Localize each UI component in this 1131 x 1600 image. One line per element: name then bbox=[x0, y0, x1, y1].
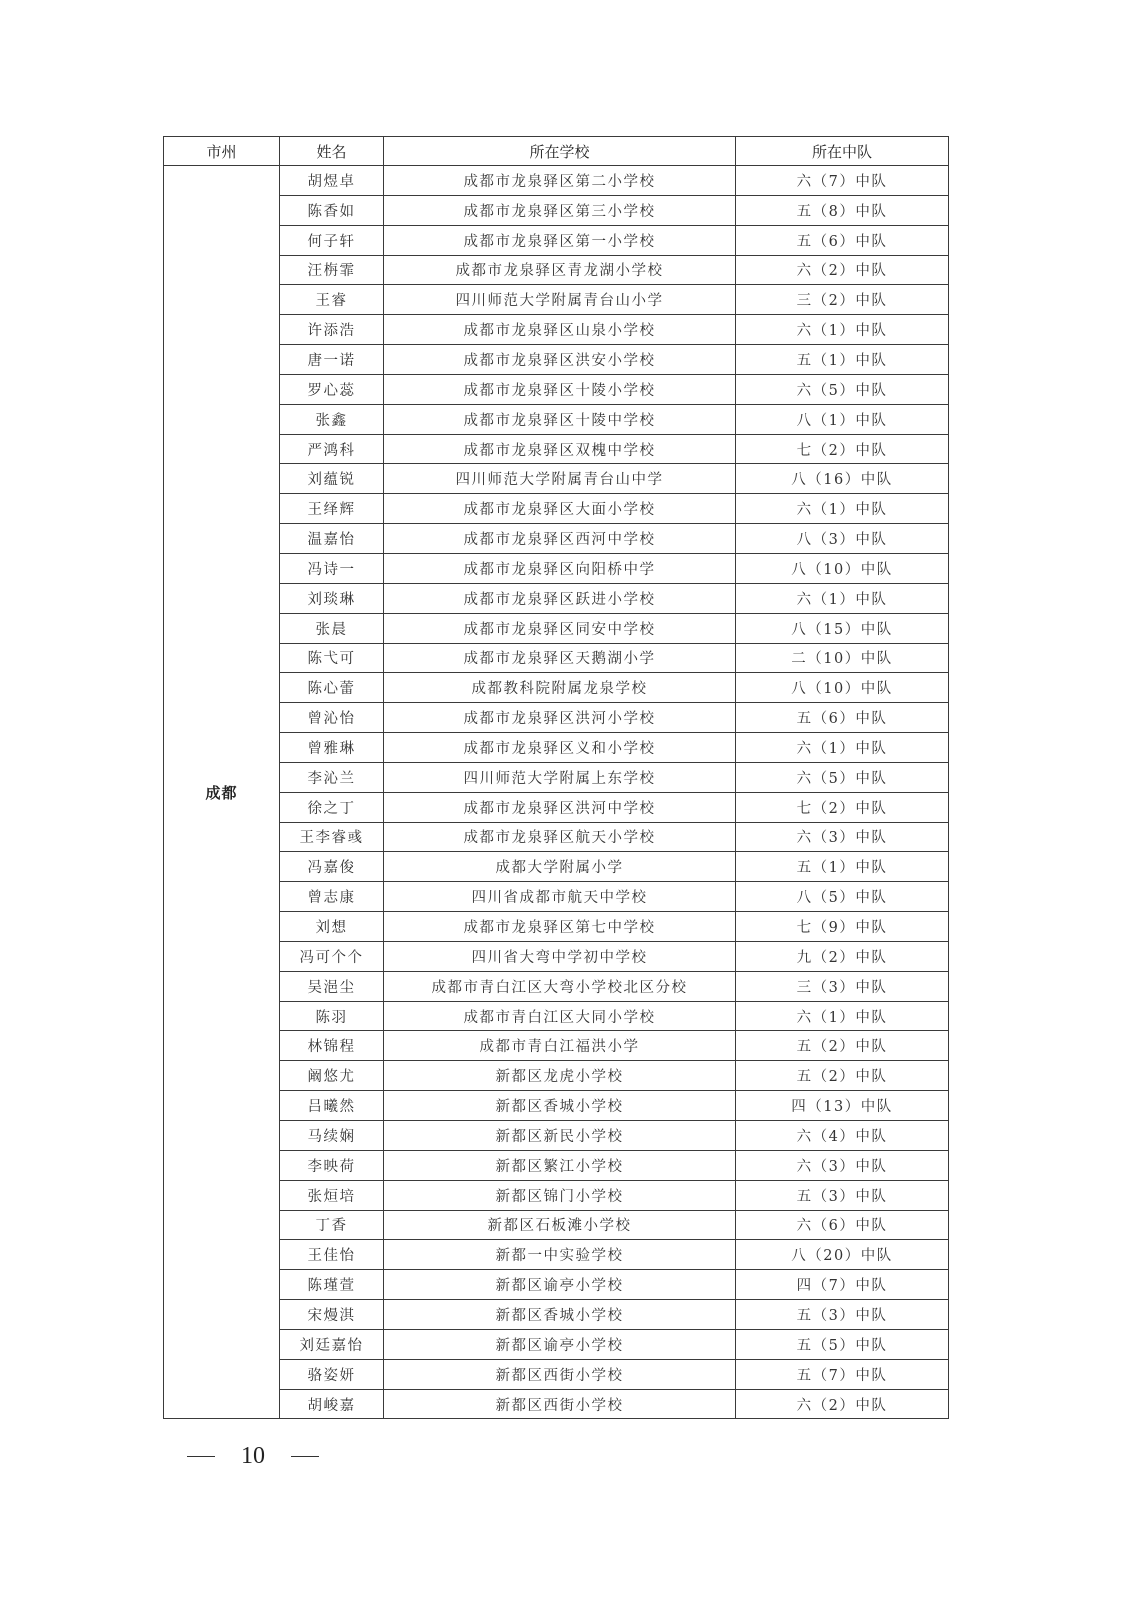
student-name-cell: 何子轩 bbox=[280, 225, 384, 255]
table-row bbox=[164, 1061, 949, 1091]
student-name-cell: 陈羽 bbox=[280, 1001, 384, 1031]
squad-cell: 五（3）中队 bbox=[736, 1300, 949, 1330]
squad-cell: 二（10）中队 bbox=[736, 643, 949, 673]
school-cell: 成都市龙泉驿区航天小学校 bbox=[384, 822, 736, 852]
squad-cell: 六（6）中队 bbox=[736, 1210, 949, 1240]
school-cell: 成都市龙泉驿区义和小学校 bbox=[384, 733, 736, 763]
school-cell: 成都市青白江福洪小学 bbox=[384, 1031, 736, 1061]
squad-cell: 五（6）中队 bbox=[736, 703, 949, 733]
squad-cell: 四（7）中队 bbox=[736, 1270, 949, 1300]
page-number: 10 bbox=[241, 1443, 265, 1469]
table-row bbox=[164, 1121, 949, 1151]
squad-cell: 八（16）中队 bbox=[736, 464, 949, 494]
student-name-cell: 曾雅琳 bbox=[280, 733, 384, 763]
squad-cell: 六（7）中队 bbox=[736, 166, 949, 196]
table-row bbox=[164, 733, 949, 763]
squad-cell: 三（3）中队 bbox=[736, 971, 949, 1001]
student-name-cell: 汪栴霏 bbox=[280, 255, 384, 285]
school-cell: 新都区新民小学校 bbox=[384, 1121, 736, 1151]
table-row bbox=[164, 762, 949, 792]
table-row bbox=[164, 882, 949, 912]
table-row bbox=[164, 1001, 949, 1031]
student-name-cell: 李映荷 bbox=[280, 1150, 384, 1180]
squad-cell: 七（9）中队 bbox=[736, 912, 949, 942]
squad-cell: 五（7）中队 bbox=[736, 1359, 949, 1389]
squad-cell: 六（1）中队 bbox=[736, 583, 949, 613]
table-row bbox=[164, 434, 949, 464]
student-name-cell: 徐之丁 bbox=[280, 792, 384, 822]
student-name-cell: 王李睿彧 bbox=[280, 822, 384, 852]
city-cell: 成都 bbox=[164, 166, 280, 1419]
school-cell: 成都市龙泉驿区山泉小学校 bbox=[384, 315, 736, 345]
school-cell: 成都市龙泉驿区洪河小学校 bbox=[384, 703, 736, 733]
school-cell: 新都区谕亭小学校 bbox=[384, 1329, 736, 1359]
table-row bbox=[164, 345, 949, 375]
table-row bbox=[164, 285, 949, 315]
table-row bbox=[164, 553, 949, 583]
student-name-cell: 阚悠尤 bbox=[280, 1061, 384, 1091]
school-cell: 新都区西街小学校 bbox=[384, 1389, 736, 1419]
squad-cell: 八（20）中队 bbox=[736, 1240, 949, 1270]
student-name-cell: 许添浩 bbox=[280, 315, 384, 345]
student-name-cell: 陈瑾萱 bbox=[280, 1270, 384, 1300]
student-name-cell: 陈香如 bbox=[280, 195, 384, 225]
student-name-cell: 冯诗一 bbox=[280, 553, 384, 583]
header-name: 姓名 bbox=[280, 137, 384, 166]
table-row bbox=[164, 1270, 949, 1300]
school-cell: 成都市龙泉驿区天鹅湖小学 bbox=[384, 643, 736, 673]
squad-cell: 五（6）中队 bbox=[736, 225, 949, 255]
school-cell: 成都市龙泉驿区双槐中学校 bbox=[384, 434, 736, 464]
squad-cell: 八（15）中队 bbox=[736, 613, 949, 643]
table-row bbox=[164, 464, 949, 494]
school-cell: 四川师范大学附属青台山小学 bbox=[384, 285, 736, 315]
school-cell: 新都区石板滩小学校 bbox=[384, 1210, 736, 1240]
school-cell: 新都区西街小学校 bbox=[384, 1359, 736, 1389]
header-squad: 所在中队 bbox=[736, 137, 949, 166]
table-row bbox=[164, 673, 949, 703]
table-row bbox=[164, 524, 949, 554]
table-row bbox=[164, 941, 949, 971]
student-name-cell: 李沁兰 bbox=[280, 762, 384, 792]
school-cell: 新都区龙虎小学校 bbox=[384, 1061, 736, 1091]
school-cell: 新都区锦门小学校 bbox=[384, 1180, 736, 1210]
school-cell: 成都市龙泉驿区向阳桥中学 bbox=[384, 553, 736, 583]
squad-cell: 五（2）中队 bbox=[736, 1031, 949, 1061]
school-cell: 成都市龙泉驿区青龙湖小学校 bbox=[384, 255, 736, 285]
squad-cell: 五（1）中队 bbox=[736, 345, 949, 375]
table-row bbox=[164, 1210, 949, 1240]
table-row bbox=[164, 703, 949, 733]
student-name-cell: 骆姿妍 bbox=[280, 1359, 384, 1389]
table-row bbox=[164, 1389, 949, 1419]
squad-cell: 六（2）中队 bbox=[736, 1389, 949, 1419]
school-cell: 新都一中实验学校 bbox=[384, 1240, 736, 1270]
squad-cell: 六（4）中队 bbox=[736, 1121, 949, 1151]
school-cell: 成都市龙泉驿区跃进小学校 bbox=[384, 583, 736, 613]
school-cell: 成都市龙泉驿区第一小学校 bbox=[384, 225, 736, 255]
student-name-cell: 曾沁怡 bbox=[280, 703, 384, 733]
footer-dash-right bbox=[291, 1456, 319, 1458]
squad-cell: 六（1）中队 bbox=[736, 315, 949, 345]
table-row bbox=[164, 166, 949, 196]
student-name-cell: 刘想 bbox=[280, 912, 384, 942]
school-cell: 成都市龙泉驿区洪安小学校 bbox=[384, 345, 736, 375]
school-cell: 成都市龙泉驿区西河中学校 bbox=[384, 524, 736, 554]
squad-cell: 五（1）中队 bbox=[736, 852, 949, 882]
student-name-cell: 马续娴 bbox=[280, 1121, 384, 1151]
squad-cell: 六（3）中队 bbox=[736, 822, 949, 852]
table-row bbox=[164, 1031, 949, 1061]
school-cell: 成都市龙泉驿区第二小学校 bbox=[384, 166, 736, 196]
squad-cell: 九（2）中队 bbox=[736, 941, 949, 971]
student-name-cell: 严鸿科 bbox=[280, 434, 384, 464]
student-name-cell: 陈弋可 bbox=[280, 643, 384, 673]
school-cell: 成都市青白江区大同小学校 bbox=[384, 1001, 736, 1031]
squad-cell: 七（2）中队 bbox=[736, 434, 949, 464]
school-cell: 新都区繁江小学校 bbox=[384, 1150, 736, 1180]
footer-dash-left bbox=[187, 1456, 215, 1458]
table-row bbox=[164, 912, 949, 942]
table-header-row bbox=[164, 137, 949, 166]
student-name-cell: 胡峻嘉 bbox=[280, 1389, 384, 1419]
squad-cell: 七（2）中队 bbox=[736, 792, 949, 822]
squad-cell: 五（5）中队 bbox=[736, 1329, 949, 1359]
squad-cell: 六（1）中队 bbox=[736, 494, 949, 524]
squad-cell: 六（1）中队 bbox=[736, 1001, 949, 1031]
school-cell: 四川师范大学附属上东学校 bbox=[384, 762, 736, 792]
squad-cell: 八（10）中队 bbox=[736, 673, 949, 703]
table-row bbox=[164, 225, 949, 255]
student-name-cell: 王佳怡 bbox=[280, 1240, 384, 1270]
table-row bbox=[164, 1359, 949, 1389]
student-name-cell: 刘廷嘉怡 bbox=[280, 1329, 384, 1359]
student-name-cell: 曾志康 bbox=[280, 882, 384, 912]
table-row bbox=[164, 374, 949, 404]
school-cell: 成都市龙泉驿区十陵小学校 bbox=[384, 374, 736, 404]
table-row bbox=[164, 852, 949, 882]
student-name-cell: 张晨 bbox=[280, 613, 384, 643]
school-cell: 新都区谕亭小学校 bbox=[384, 1270, 736, 1300]
student-name-cell: 林锦程 bbox=[280, 1031, 384, 1061]
student-name-cell: 陈心蕾 bbox=[280, 673, 384, 703]
table-row bbox=[164, 1180, 949, 1210]
student-name-cell: 冯嘉俊 bbox=[280, 852, 384, 882]
table-row bbox=[164, 643, 949, 673]
squad-cell: 八（3）中队 bbox=[736, 524, 949, 554]
roster-body bbox=[164, 166, 949, 1419]
school-cell: 成都市龙泉驿区第七中学校 bbox=[384, 912, 736, 942]
table-row bbox=[164, 1300, 949, 1330]
student-name-cell: 胡煜卓 bbox=[280, 166, 384, 196]
table-row bbox=[164, 404, 949, 434]
school-cell: 成都市龙泉驿区同安中学校 bbox=[384, 613, 736, 643]
school-cell: 成都市龙泉驿区洪河中学校 bbox=[384, 792, 736, 822]
table-row bbox=[164, 315, 949, 345]
table-row bbox=[164, 1240, 949, 1270]
student-name-cell: 王睿 bbox=[280, 285, 384, 315]
school-cell: 新都区香城小学校 bbox=[384, 1091, 736, 1121]
student-name-cell: 冯可个个 bbox=[280, 941, 384, 971]
student-name-cell: 罗心蕊 bbox=[280, 374, 384, 404]
squad-cell: 八（10）中队 bbox=[736, 553, 949, 583]
school-cell: 四川师范大学附属青台山中学 bbox=[384, 464, 736, 494]
squad-cell: 五（3）中队 bbox=[736, 1180, 949, 1210]
school-cell: 成都市龙泉驿区十陵中学校 bbox=[384, 404, 736, 434]
student-name-cell: 张烜培 bbox=[280, 1180, 384, 1210]
student-name-cell: 温嘉怡 bbox=[280, 524, 384, 554]
squad-cell: 六（3）中队 bbox=[736, 1150, 949, 1180]
table-row bbox=[164, 1091, 949, 1121]
squad-cell: 四（13）中队 bbox=[736, 1091, 949, 1121]
student-name-cell: 丁香 bbox=[280, 1210, 384, 1240]
table-row bbox=[164, 971, 949, 1001]
squad-cell: 六（1）中队 bbox=[736, 733, 949, 763]
school-cell: 新都区香城小学校 bbox=[384, 1300, 736, 1330]
student-name-cell: 刘琰琳 bbox=[280, 583, 384, 613]
student-name-cell: 宋熳淇 bbox=[280, 1300, 384, 1330]
squad-cell: 六（5）中队 bbox=[736, 374, 949, 404]
school-cell: 成都市龙泉驿区第三小学校 bbox=[384, 195, 736, 225]
table-row bbox=[164, 1329, 949, 1359]
table-row bbox=[164, 255, 949, 285]
squad-cell: 三（2）中队 bbox=[736, 285, 949, 315]
squad-cell: 八（1）中队 bbox=[736, 404, 949, 434]
student-name-cell: 吴浥尘 bbox=[280, 971, 384, 1001]
table-row bbox=[164, 613, 949, 643]
school-cell: 四川省大弯中学初中学校 bbox=[384, 941, 736, 971]
squad-cell: 六（2）中队 bbox=[736, 255, 949, 285]
table-row bbox=[164, 583, 949, 613]
school-cell: 成都教科院附属龙泉学校 bbox=[384, 673, 736, 703]
squad-cell: 八（5）中队 bbox=[736, 882, 949, 912]
student-name-cell: 王绎辉 bbox=[280, 494, 384, 524]
student-name-cell: 吕曦然 bbox=[280, 1091, 384, 1121]
squad-cell: 六（5）中队 bbox=[736, 762, 949, 792]
school-cell: 成都大学附属小学 bbox=[384, 852, 736, 882]
squad-cell: 五（2）中队 bbox=[736, 1061, 949, 1091]
table-row bbox=[164, 792, 949, 822]
roster-table bbox=[163, 136, 949, 1419]
school-cell: 四川省成都市航天中学校 bbox=[384, 882, 736, 912]
header-city: 市州 bbox=[164, 137, 280, 166]
school-cell: 成都市青白江区大弯小学校北区分校 bbox=[384, 971, 736, 1001]
table-row bbox=[164, 494, 949, 524]
table-row bbox=[164, 195, 949, 225]
table-row bbox=[164, 822, 949, 852]
table-row bbox=[164, 1150, 949, 1180]
student-name-cell: 张鑫 bbox=[280, 404, 384, 434]
header-school: 所在学校 bbox=[384, 137, 736, 166]
school-cell: 成都市龙泉驿区大面小学校 bbox=[384, 494, 736, 524]
page-footer bbox=[187, 1443, 319, 1470]
squad-cell: 五（8）中队 bbox=[736, 195, 949, 225]
student-name-cell: 刘蕴锐 bbox=[280, 464, 384, 494]
student-name-cell: 唐一诺 bbox=[280, 345, 384, 375]
